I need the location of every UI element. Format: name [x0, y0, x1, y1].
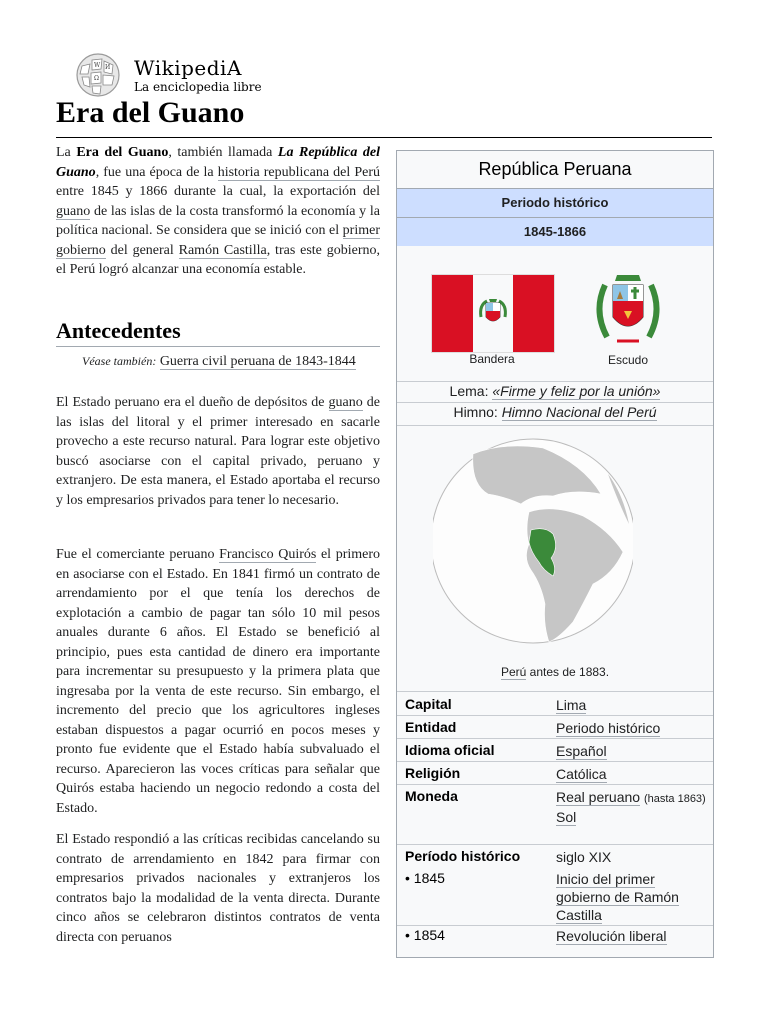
coat-caption: Escudo: [607, 353, 649, 367]
peru-location-map[interactable]: [433, 434, 633, 648]
bold-italic-term: La República del Guano: [56, 145, 380, 180]
section-underline: [56, 346, 380, 347]
see-also-note: [82, 352, 380, 371]
peru-flag-image[interactable]: [431, 274, 555, 353]
wikipedia-logo[interactable]: [74, 52, 274, 100]
link-ramon-castilla[interactable]: Ramón Castilla: [178, 242, 267, 258]
svg-text:W: W: [94, 62, 101, 69]
coat-of-arms-icon: [477, 297, 509, 331]
wikipedia-wordmark: WikipediA: [134, 56, 242, 80]
row-1845-value[interactable]: Inicio del primer gobierno de Ramón Castilla: [556, 871, 679, 923]
row-capital-value[interactable]: Lima: [556, 697, 587, 713]
row-1854-label: • 1854: [405, 927, 445, 943]
svg-text:И: И: [105, 64, 111, 71]
row-moneda-value[interactable]: Real peruano: [556, 789, 641, 805]
row-entidad-value[interactable]: Periodo histórico: [556, 720, 661, 736]
link-historia-republicana[interactable]: historia republicana del Perú: [217, 164, 380, 180]
row-moneda-note: (hasta 1863): [643, 793, 706, 805]
link-guano[interactable]: guano: [56, 203, 91, 219]
map-caption: Perú antes de 1883.: [500, 665, 610, 679]
link-peru[interactable]: Perú: [500, 665, 527, 679]
motto-row: Lema: «Firme y feliz por la unión»: [449, 383, 661, 399]
infobox: [396, 150, 714, 958]
paragraph-3: El Estado respondió a las críticas recibidas cancelando su contrato de arrendamiento en 1842 para firmar con empresarios privados nacionales y extranjeros los contratos bajo la modalidad de la venta directa. Durante cinco años se celebraron distintos contratos de venta directa con peruanos: [56, 832, 380, 945]
see-also-label: Véase también:: [82, 354, 157, 368]
row-moneda-value2[interactable]: Sol: [556, 809, 577, 825]
row-1845-label: • 1845: [405, 870, 445, 886]
row-1854-value[interactable]: Revolución liberal: [556, 928, 667, 944]
row-periodo-value: siglo XIX: [556, 849, 612, 865]
row-religion-value[interactable]: Católica: [556, 766, 607, 782]
row-moneda-label: Moneda: [405, 788, 458, 804]
infobox-band-period: Periodo histórico: [397, 188, 713, 217]
bold-term: Era del Guano: [76, 145, 169, 160]
infobox-title: República Peruana: [478, 159, 632, 179]
anthem-link[interactable]: Himno Nacional del Perú: [501, 404, 657, 420]
row-capital-label: Capital: [405, 696, 452, 712]
infobox-band-years: 1845-1866: [397, 217, 713, 246]
paragraph-1: El Estado peruano era el dueño de depósitos de guano de las islas del litoral y el primer interesado en sacarle provecho a este recurso natural. Para lograr este objetivo buscó asociarse con el capital privado, peruano y extranjero. De esta manera, el Estado aportaba el recurso y los empresarios privados para tener lo necesario.: [56, 395, 380, 508]
wikipedia-tagline: La enciclopedia libre: [134, 80, 262, 94]
svg-text:Ω: Ω: [94, 75, 99, 82]
peru-coat-of-arms-image[interactable]: [593, 271, 663, 353]
motto-link[interactable]: «Firme y feliz por la unión»: [492, 383, 661, 399]
title-underline: [56, 137, 712, 138]
link-primer-gobierno[interactable]: primer gobierno: [56, 223, 380, 258]
link-francisco-quiros[interactable]: Francisco Quirós: [219, 547, 317, 562]
row-periodo-label: Período histórico: [405, 848, 521, 864]
link-guano-2[interactable]: guano: [328, 395, 363, 410]
flag-caption: Bandera: [469, 352, 515, 366]
row-idioma-label: Idioma oficial: [405, 742, 495, 758]
row-religion-label: Religión: [405, 765, 461, 781]
page-title: Era del Guano: [56, 96, 245, 129]
link-guerra-civil[interactable]: Guerra civil peruana de 1843-1844: [159, 354, 356, 369]
intro-paragraph: La Era del Guano, también llamada La República del Guano, fue una época de la historia republicana del Perú entre 1845 y 1866 durante la cual, la exportación del guano de las islas de la costa transformó la economía y la política nacional. Se considera que se inició con el primer gobierno del general Ramón Castilla, tras este gobierno, el Perú logró alcanzar una economía estable.: [56, 145, 381, 277]
anthem-row: Himno: Himno Nacional del Perú: [453, 404, 657, 420]
wikipedia-globe-icon: [74, 52, 122, 98]
row-entidad-label: Entidad: [405, 719, 457, 735]
row-idioma-value[interactable]: Español: [556, 743, 607, 759]
paragraph-2: Fue el comerciante peruano Francisco Quirós el primero en asociarse con el Estado. En 1841 firmó un contrato de arrendamiento por el que tenía los derechos de explotación a cambio de pagar tan sólo 10 mil pesos anuales durante 6 años. El Estado se benefició al principio, pues esta cantidad de dinero era importante para incrementar su presupuesto y la primera plata que ingresaba por la venta de este recurso. Sin embargo, el incremento del precio que los agricultores ingleses estaban dispuestos a pagar ocurrió en pocos meses y pronto fue evidente que el Estado había subvaluado el recurso. Aparecieron las voces críticas para señalar que Quirós estaba haciendo un negocio redondo a costa del Estado.: [56, 547, 381, 816]
section-heading-antecedentes: Antecedentes: [56, 318, 181, 343]
